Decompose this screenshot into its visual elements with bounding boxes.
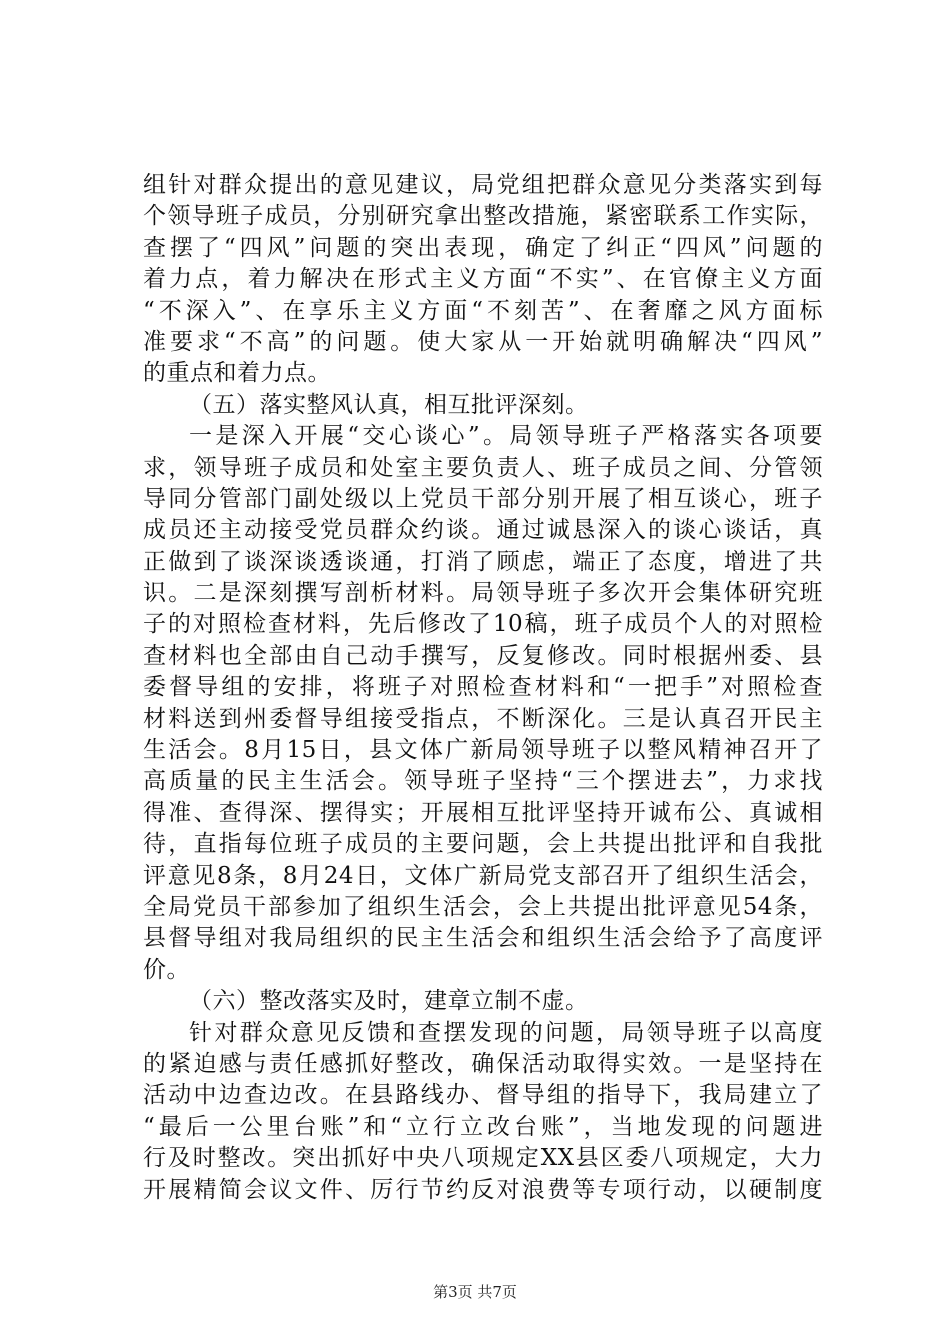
- text-line: 导同分管部门副处级以上党员干部分别开展了相互谈心，班子: [143, 485, 823, 512]
- text-line: 准要求“不高”的问题。使大家从一开始就明确解决“四风”: [143, 328, 823, 355]
- text-line: 活动中边查边改。在县路线办、督导组的指导下，我局建立了: [143, 1082, 823, 1109]
- text-line: 得准、查得深、摆得实；开展相互批评坚持开诚布公、真诚相: [143, 799, 823, 826]
- text-line: 材料送到州委督导组接受指点，不断深化。三是认真召开民主: [143, 705, 823, 732]
- text-line: 着力点，着力解决在形式主义方面“不实”、在官僚主义方面: [143, 266, 823, 293]
- text-line: 子的对照检查材料，先后修改了10稿，班子成员个人的对照检: [143, 611, 823, 638]
- page-footer: [0, 1282, 950, 1302]
- text-line: 行及时整改。突出抓好中央八项规定XX县区委八项规定，大力: [143, 1145, 823, 1172]
- text-line: 县督导组对我局组织的民主生活会和组织生活会给予了高度评: [143, 925, 823, 952]
- text-line: 求，领导班子成员和处室主要负责人、班子成员之间、分管领: [143, 454, 823, 481]
- page-number: 第3页 共7页: [433, 1283, 517, 1301]
- text-line: 个领导班子成员，分别研究拿出整改措施，紧密联系工作实际，: [143, 203, 823, 230]
- text-line: 全局党员干部参加了组织生活会，会上共提出批评意见54条，: [143, 893, 823, 920]
- text-line: “不深入”、在享乐主义方面“不刻苦”、在奢靡之风方面标: [143, 297, 823, 324]
- text-line: 委督导组的安排，将班子对照检查材料和“一把手”对照检查: [143, 674, 823, 701]
- text-line: 查摆了“四风”问题的突出表现，确定了纠正“四风”问题的: [143, 234, 823, 261]
- text-line: 成员还主动接受党员群众约谈。通过诚恳深入的谈心谈话，真: [143, 517, 823, 544]
- text-line: 高质量的民主生活会。领导班子坚持“三个摆进去”，力求找: [143, 768, 823, 795]
- section-heading: （六）整改落实及时，建章立制不虚。: [189, 988, 589, 1015]
- paragraph-first-line: 针对群众意见反馈和查摆发现的问题，局领导班子以高度: [189, 1019, 823, 1046]
- text-line: 待，直指每位班子成员的主要问题，会上共提出批评和自我批: [143, 831, 823, 858]
- text-line: 查材料也全部由自己动手撰写，反复修改。同时根据州委、县: [143, 642, 823, 669]
- text-line: 识。二是深刻撰写剖析材料。局领导班子多次开会集体研究班: [143, 580, 823, 607]
- text-line: 开展精简会议文件、厉行节约反对浪费等专项行动，以硬制度: [143, 1176, 823, 1203]
- text-line: 评意见8条，8月24日，文体广新局党支部召开了组织生活会，: [143, 862, 823, 889]
- text-line: 的紧迫感与责任感抓好整改，确保活动取得实效。一是坚持在: [143, 1050, 823, 1077]
- paragraph-first-line: 一是深入开展“交心谈心”。局领导班子严格落实各项要: [189, 423, 823, 450]
- text-line: 价。: [143, 956, 190, 983]
- section-heading: （五）落实整风认真，相互批评深刻。: [189, 391, 589, 418]
- document-body: [143, 170, 823, 1206]
- text-line: 组针对群众提出的意见建议，局党组把群众意见分类落实到每: [143, 172, 823, 198]
- text-line: 的重点和着力点。: [143, 360, 331, 387]
- text-line: “最后一公里台账”和“立行立改台账”，当地发现的问题进: [143, 1113, 823, 1140]
- text-line: 正做到了谈深谈透谈通，打消了顾虑，端正了态度，增进了共: [143, 548, 823, 575]
- text-line: 生活会。8月15日，县文体广新局领导班子以整风精神召开了: [143, 737, 823, 764]
